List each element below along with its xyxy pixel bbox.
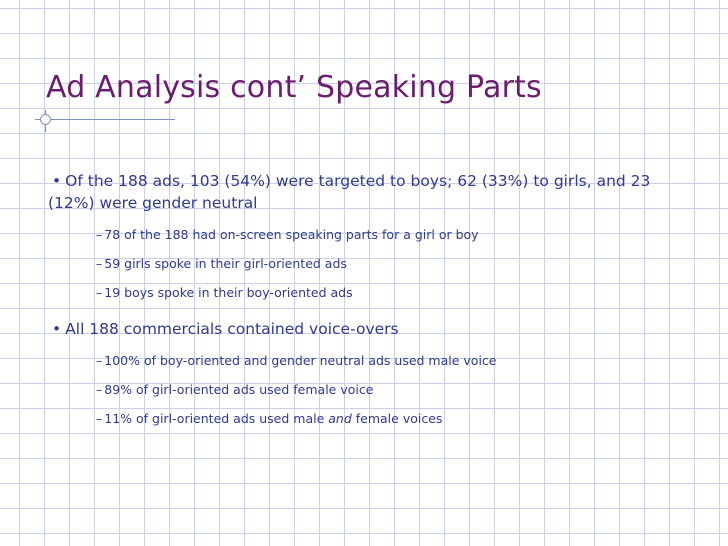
- sub-bullet-text-before: 11% of girl-oriented ads used male: [104, 411, 329, 426]
- dash-icon: –: [96, 382, 103, 397]
- sub-bullet-text: 89% of girl-oriented ads used female voice: [104, 382, 374, 397]
- bullet-text: All 188 commercials contained voice-overs: [65, 320, 399, 338]
- sub-bullet-item: [96, 256, 688, 272]
- dash-icon: –: [96, 256, 103, 271]
- sub-bullet-text-after: female voices: [351, 411, 443, 426]
- title-crosshair-circle: [40, 114, 51, 125]
- sub-bullet-item: [96, 227, 688, 243]
- dash-icon: –: [96, 227, 103, 242]
- bullet-text: Of the 188 ads, 103 (54%) were targeted to boys; 62 (33%) to girls, and 23 (12%) were gender neutral: [48, 172, 651, 212]
- dash-icon: –: [96, 285, 103, 300]
- bullet-icon: •: [52, 172, 62, 190]
- bullet-item: [48, 318, 688, 340]
- sub-bullet-item: [96, 382, 688, 398]
- sub-bullet-item: [96, 411, 688, 427]
- slide-body: [48, 170, 688, 427]
- dash-icon: –: [96, 353, 103, 368]
- sub-bullet-emphasis: and: [328, 411, 352, 426]
- bullet-icon: •: [52, 320, 62, 338]
- title-divider: [35, 119, 175, 120]
- dash-icon: –: [96, 411, 103, 426]
- sub-bullet-item: [96, 353, 688, 369]
- bullet-item: [48, 170, 688, 214]
- sub-bullet-text: 19 boys spoke in their boy-oriented ads: [104, 285, 353, 300]
- sub-bullet-text: 59 girls spoke in their girl-oriented ads: [104, 256, 347, 271]
- sub-bullet-item: [96, 285, 688, 301]
- slide-title: Ad Analysis cont’ Speaking Parts: [46, 70, 542, 105]
- sub-bullet-text: 100% of boy-oriented and gender neutral ads used male voice: [104, 353, 497, 368]
- sub-bullet-text: 78 of the 188 had on-screen speaking parts for a girl or boy: [104, 227, 479, 242]
